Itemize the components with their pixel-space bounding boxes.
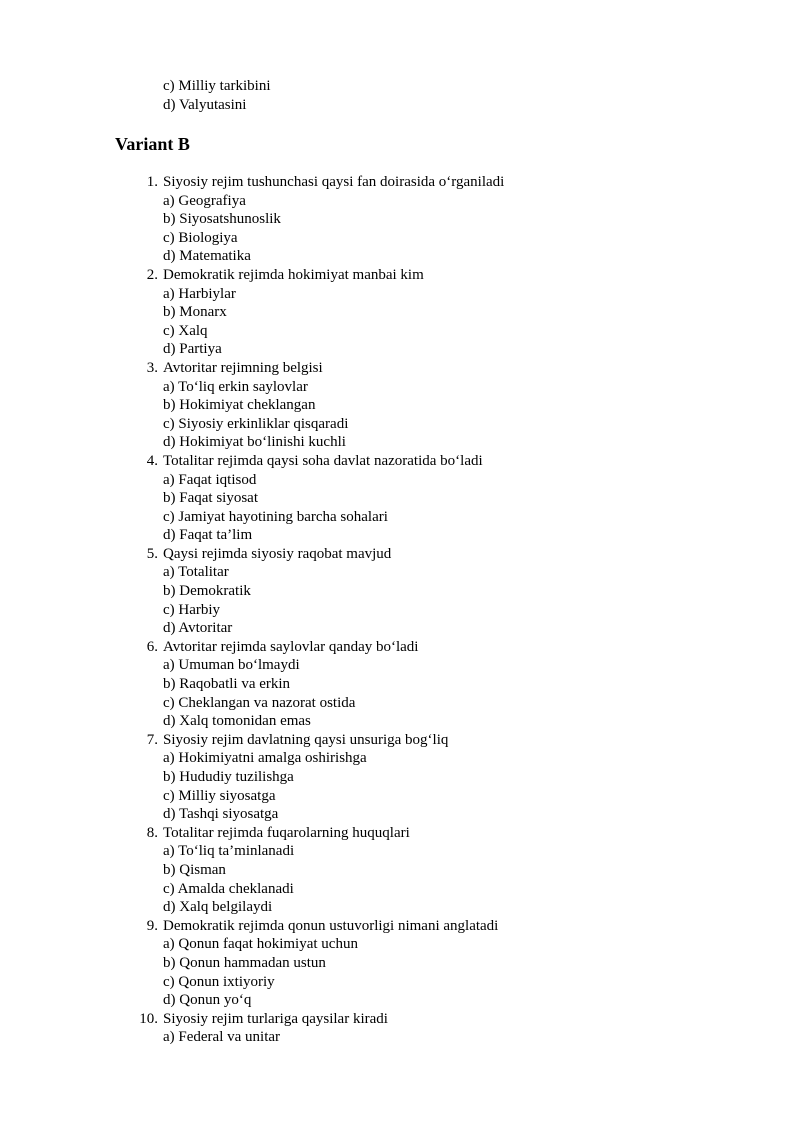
question-number: 10. bbox=[139, 1010, 158, 1027]
question-text: Siyosiy rejim turlariga qaysilar kiradi bbox=[163, 1010, 388, 1027]
question-text: Totalitar rejimda qaysi soha davlat nazoratida bo‘ladi bbox=[163, 452, 483, 469]
previous-option: c) Milliy tarkibini bbox=[163, 78, 271, 94]
answer-option: b) Raqobatli va erkin bbox=[163, 676, 291, 693]
question-number: 4. bbox=[146, 452, 158, 469]
question-number: 9. bbox=[146, 917, 158, 934]
answer-option: c) Biologiya bbox=[163, 229, 238, 246]
answer-option: b) Hokimiyat cheklangan bbox=[163, 397, 316, 414]
answer-option: c) Harbiy bbox=[163, 601, 221, 618]
answer-option: c) Amalda cheklanadi bbox=[163, 880, 294, 897]
question-number: 7. bbox=[146, 731, 158, 748]
question-number: 6. bbox=[146, 638, 158, 655]
question-7 bbox=[136, 731, 736, 750]
question-6 bbox=[136, 638, 736, 657]
answer-option: c) Jamiyat hayotining barcha sohalari bbox=[163, 508, 388, 525]
variant-heading: Variant B bbox=[115, 134, 190, 154]
answer-option: a) Faqat iqtisod bbox=[163, 471, 257, 488]
question-10 bbox=[136, 1010, 736, 1029]
question-2 bbox=[136, 266, 736, 285]
answer-option: b) Hududiy tuzilishga bbox=[163, 769, 294, 785]
question-number: 3. bbox=[146, 359, 158, 376]
answer-option: d) Partiya bbox=[163, 341, 222, 358]
answer-option: d) Hokimiyat bo‘linishi kuchli bbox=[163, 434, 346, 451]
answer-option: a) Geografiya bbox=[163, 192, 246, 209]
question-text: Avtoritar rejimda saylovlar qanday bo‘ladi bbox=[163, 638, 419, 655]
answer-option: d) Xalq belgilaydi bbox=[163, 899, 273, 916]
question-text: Avtoritar rejimning belgisi bbox=[163, 359, 323, 376]
answer-option: b) Siyosatshunoslik bbox=[163, 211, 281, 228]
question-1 bbox=[136, 173, 736, 192]
question-text: Demokratik rejimda hokimiyat manbai kim bbox=[163, 266, 424, 283]
answer-option: a) Federal va unitar bbox=[163, 1029, 281, 1046]
answer-option: d) Xalq tomonidan emas bbox=[163, 713, 311, 730]
answer-option: c) Xalq bbox=[163, 322, 208, 339]
answer-option: b) Demokratik bbox=[163, 583, 251, 600]
answer-option: a) Totalitar bbox=[163, 564, 229, 581]
answer-option: a) Qonun faqat hokimiyat uchun bbox=[163, 936, 358, 953]
answer-option: a) Hokimiyatni amalga oshirishga bbox=[163, 750, 367, 767]
question-text: Siyosiy rejim tushunchasi qaysi fan doirasida o‘rganiladi bbox=[163, 174, 505, 190]
question-5 bbox=[136, 545, 736, 564]
answer-option: d) Tashqi siyosatga bbox=[163, 806, 279, 823]
question-text: Demokratik rejimda qonun ustuvorligi nimani anglatadi bbox=[163, 917, 499, 934]
answer-option: d) Avtoritar bbox=[163, 620, 233, 637]
answer-option: a) Umuman bo‘lmaydi bbox=[163, 657, 300, 674]
answer-option: d) Matematika bbox=[163, 248, 251, 265]
question-text: Totalitar rejimda fuqarolarning huquqlari bbox=[163, 824, 410, 841]
question-list bbox=[136, 173, 736, 1047]
question-text: Siyosiy rejim davlatning qaysi unsuriga bog‘liq bbox=[163, 731, 449, 748]
answer-option: c) Qonun ixtiyoriy bbox=[163, 973, 275, 990]
answer-option: b) Monarx bbox=[163, 304, 227, 321]
answer-option: a) To‘liq erkin saylovlar bbox=[163, 378, 308, 395]
question-4 bbox=[136, 452, 736, 471]
answer-option: c) Milliy siyosatga bbox=[163, 787, 276, 804]
previous-question-options bbox=[163, 77, 270, 114]
answer-option: b) Faqat siyosat bbox=[163, 490, 258, 507]
answer-option: c) Cheklangan va nazorat ostida bbox=[163, 694, 356, 711]
answer-option: a) Harbiylar bbox=[163, 285, 236, 302]
question-8 bbox=[136, 824, 736, 843]
question-number: 5. bbox=[146, 545, 158, 562]
answer-option: a) To‘liq ta’minlanadi bbox=[163, 843, 295, 860]
answer-option: b) Qonun hammadan ustun bbox=[163, 954, 326, 971]
question-number: 1. bbox=[146, 174, 158, 190]
question-text: Qaysi rejimda siyosiy raqobat mavjud bbox=[163, 545, 392, 562]
answer-option: d) Qonun yo‘q bbox=[163, 992, 252, 1009]
previous-option: d) Valyutasini bbox=[163, 96, 247, 113]
answer-option: d) Faqat ta’lim bbox=[163, 527, 253, 544]
answer-option: b) Qisman bbox=[163, 861, 226, 878]
question-number: 2. bbox=[146, 266, 158, 283]
answer-option: c) Siyosiy erkinliklar qisqaradi bbox=[163, 415, 349, 432]
question-9 bbox=[136, 917, 736, 936]
question-3 bbox=[136, 359, 736, 378]
question-number: 8. bbox=[146, 824, 158, 841]
